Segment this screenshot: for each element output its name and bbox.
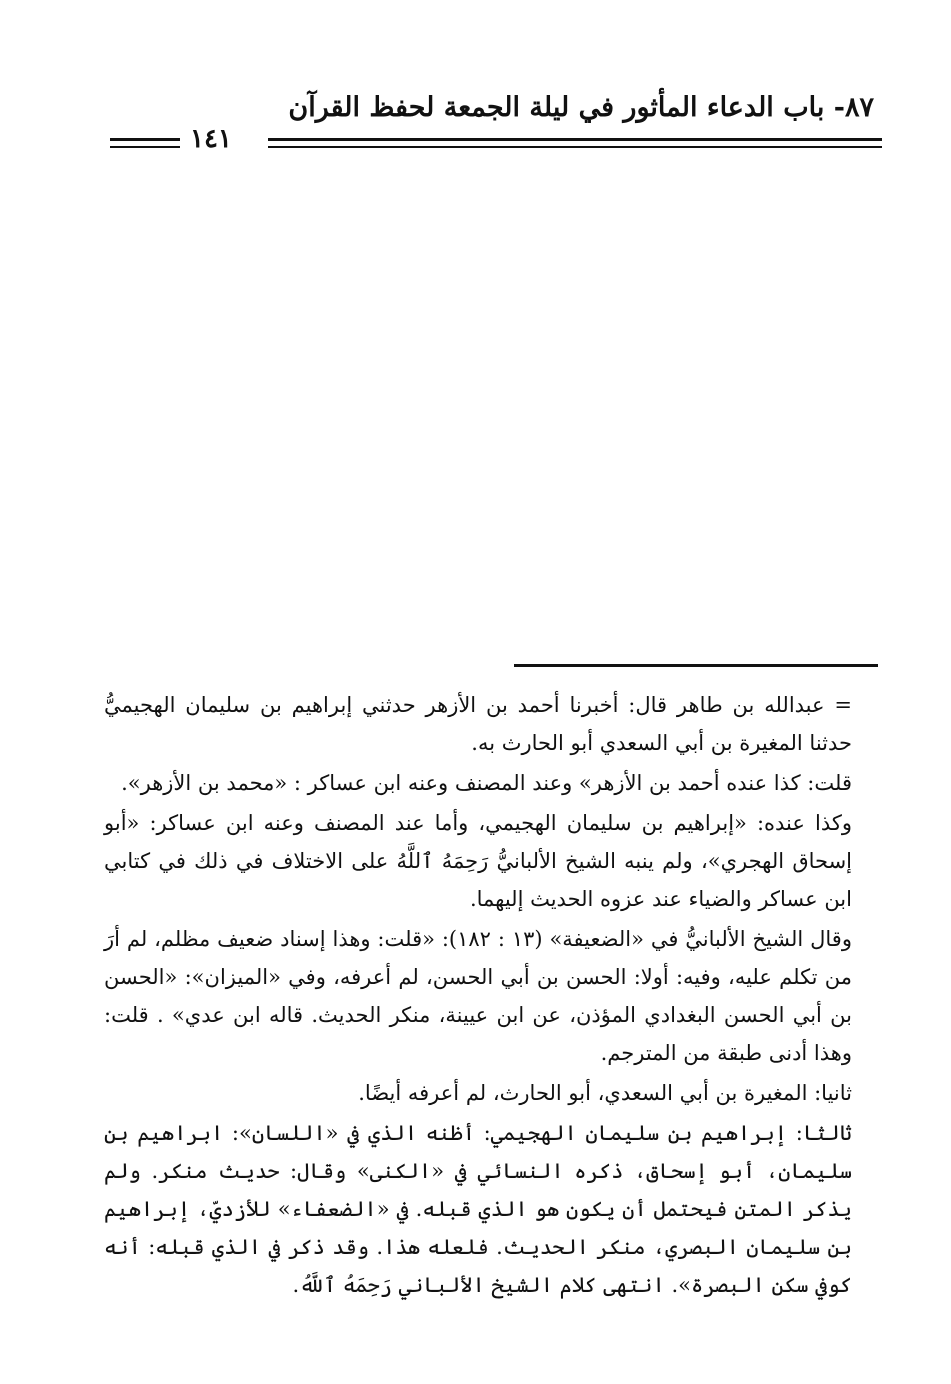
header-rule-long <box>268 138 882 148</box>
page-header <box>100 92 882 162</box>
footnote-separator <box>514 664 878 667</box>
footnote-paragraph: ثانيا: المغيرة بن أبي السعدي، أبو الحارث، لم أعرفه أيضًا. <box>358 1081 852 1105</box>
footnote-paragraph: = عبدالله بن طاهر قال: أخبرنا أحمد بن الأزهر حدثني إبراهيم بن سليمان الهجيميُّ حدثنا المغيرة بن أبي السعدي أبو الحارث به. <box>104 693 852 755</box>
footnote-paragraph: وكذا عنده: «إبراهيم بن سليمان الهجيمي، وأما عند المصنف وعنه ابن عساكر: «أبو إسحاق الهجري»، ولم ينبه الشيخ الألبانيُّ رَحِمَهُ ٱللَّهُ على الاختلاف في ذلك في كتابي ابن عساكر والضياء عند عزوه الحديث إليهما. <box>104 811 852 911</box>
page-number: ١٤١ <box>190 124 232 154</box>
footnotes <box>104 686 852 1306</box>
footnote-paragraph: قلت: كذا عنده أحمد بن الأزهر» وعند المصنف وعنه ابن عساكر : «محمد بن الأزهر». <box>121 771 852 795</box>
header-rule-short <box>110 138 180 148</box>
footnote-paragraph: وقال الشيخ الألبانيُّ في «الضعيفة» (١٣ : ١٨٢): «قلت: وهذا إسناد ضعيف مظلم، لم أرَ من تكلم عليه، وفيه: أولا: الحسن بن أبي الحسن، لم أعرفه، وفي «الميزان»: «الحسن بن أبي الحسن البغدادي المؤذن، عن ابن عيينة، منكر الحديث. قاله ابن عدي» . قلت: وهذا أدنى طبقة من المترجم. <box>104 927 852 1065</box>
chapter-title: ٨٧- باب الدعاء المأثور في ليلة الجمعة لحفظ القرآن <box>288 92 874 123</box>
footnote-paragraph: ثالثا: إبراهيم بن سليمان الهجيمي: أظنه الذي في «اللسان»: ابراهيم بن سليمان، أبو إسحاق، ذكره النسائي في «الكنى» وقال: حديث منكر. ولم يذكر المتن فيحتمل أن يكون هو الذي قبله. في «الضعفاء» للأزديّ، إبراهيم بن سليمان البصري، منكر الحديث. فلعله هذا. وقد ذكر في الذي قبله: أنه كوفي سكن البصرة». انتهى كلام الشيخ الألباني رَحِمَهُ ٱللَّهُ. <box>104 1121 852 1297</box>
